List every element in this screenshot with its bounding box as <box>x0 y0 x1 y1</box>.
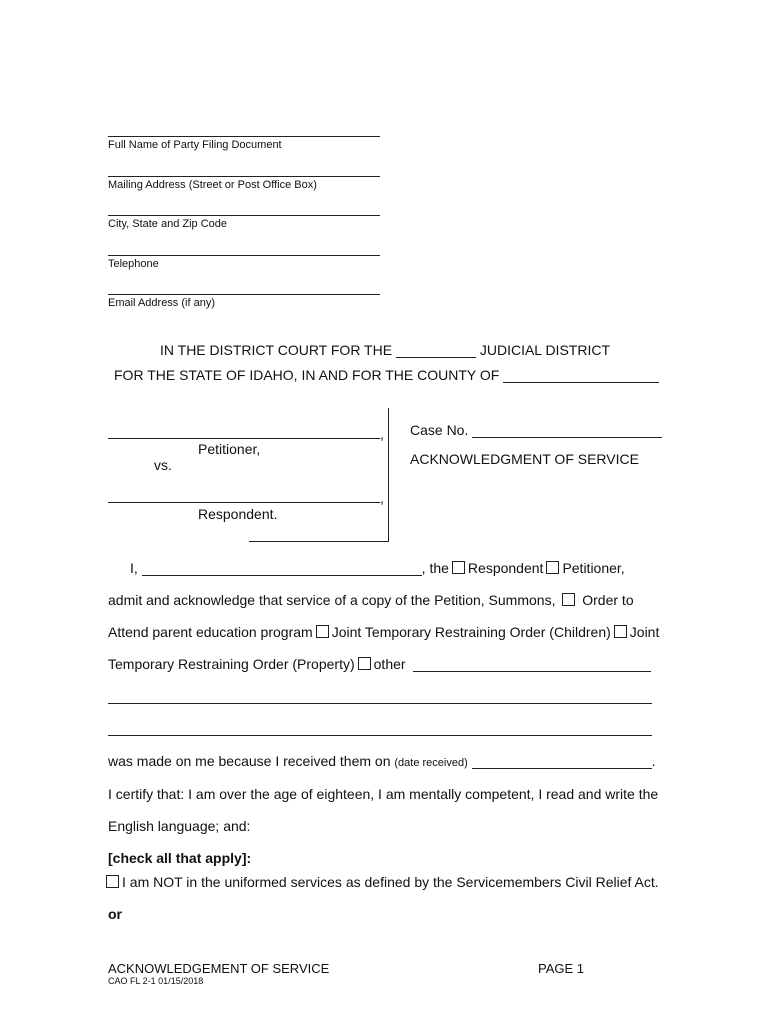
joint-label: Joint <box>629 624 660 640</box>
respondent-comma: , <box>380 490 384 506</box>
certify-line-2: English language; and: <box>108 818 251 834</box>
city-state-zip-label: City, State and Zip Code <box>108 218 228 230</box>
case-number-field[interactable] <box>472 423 662 438</box>
order-to-label: Order to <box>582 592 634 608</box>
body-line-2 <box>108 592 634 608</box>
admit-text: admit and acknowledge that service of a copy of the Petition, Summons, <box>108 592 556 608</box>
caption-bracket-vertical <box>388 408 389 541</box>
other-checkbox[interactable] <box>358 657 371 670</box>
court-header-line2-prefix: FOR THE STATE OF IDAHO, IN AND FOR THE COUNTY OF <box>114 367 500 383</box>
received-period: . <box>651 753 656 769</box>
not-uniformed-row <box>106 874 659 890</box>
petitioner-option-label: Petitioner, <box>562 560 625 576</box>
document-title: ACKNOWLEDGMENT OF SERVICE <box>410 451 639 467</box>
telephone-field-line[interactable] <box>108 255 380 256</box>
received-row <box>108 753 656 769</box>
respondent-label: Respondent. <box>198 506 278 522</box>
county-field[interactable] <box>503 368 659 383</box>
judicial-district-field[interactable] <box>396 343 476 358</box>
footer-title: ACKNOWLEDGEMENT OF SERVICE <box>108 961 330 976</box>
court-header-line2 <box>114 367 659 383</box>
telephone-label: Telephone <box>108 258 159 270</box>
email-field-line[interactable] <box>108 294 380 295</box>
order-to-checkbox[interactable] <box>562 593 575 606</box>
footer-page-number: PAGE 1 <box>538 961 585 976</box>
court-header-line1 <box>160 342 610 358</box>
received-text: was made on me because I received them on <box>108 753 391 769</box>
vs-label: vs. <box>154 457 172 473</box>
city-state-zip-field-line[interactable] <box>108 215 380 216</box>
email-label: Email Address (if any) <box>108 297 215 309</box>
full-name-field-line[interactable] <box>108 136 380 137</box>
check-all-heading: [check all that apply]: <box>108 850 252 866</box>
other-label: other <box>373 656 406 672</box>
date-received-hint: (date received) <box>394 757 468 769</box>
mailing-address-label: Mailing Address (Street or Post Office Box) <box>108 179 317 191</box>
jtro-children-checkbox[interactable] <box>316 625 329 638</box>
jtro-property-checkbox[interactable] <box>614 625 627 638</box>
petitioner-comma: , <box>380 426 384 442</box>
signer-name-field[interactable] <box>142 561 422 576</box>
other-continuation-line-2[interactable] <box>108 735 652 736</box>
date-received-field[interactable] <box>472 754 652 769</box>
or-label: or <box>108 906 122 922</box>
other-continuation-line-1[interactable] <box>108 703 652 704</box>
body-line-3 <box>108 624 659 640</box>
not-uniformed-label: I am NOT in the uniformed services as defined by the Servicemembers Civil Relief Act. <box>122 874 659 890</box>
parent-education-text: Attend parent education program <box>108 624 313 640</box>
certify-line-1: I certify that: I am over the age of eighteen, I am mentally competent, I read and write the <box>108 786 659 802</box>
not-uniformed-checkbox[interactable] <box>106 875 119 888</box>
court-header-line1-prefix: IN THE DISTRICT COURT FOR THE <box>160 342 393 358</box>
other-field[interactable] <box>413 657 651 672</box>
case-number-label: Case No. <box>410 422 469 438</box>
petitioner-label: Petitioner, <box>198 441 261 457</box>
respondent-checkbox[interactable] <box>452 561 465 574</box>
the-label: , the <box>421 560 449 576</box>
jtro-children-label: Joint Temporary Restraining Order (Children) <box>331 624 611 640</box>
petitioner-checkbox[interactable] <box>546 561 559 574</box>
caption-bracket-bottom <box>249 541 389 542</box>
jtro-property-text: Temporary Restraining Order (Property) <box>108 656 355 672</box>
respondent-name-line[interactable] <box>108 502 380 503</box>
case-number-row <box>410 422 662 438</box>
mailing-address-field-line[interactable] <box>108 176 380 177</box>
court-header-line1-suffix: JUDICIAL DISTRICT <box>479 342 610 358</box>
footer-form-code: CAO FL 2-1 01/15/2018 <box>108 976 204 986</box>
i-label: I, <box>130 560 138 576</box>
body-line-1 <box>130 560 625 576</box>
respondent-option-label: Respondent <box>467 560 544 576</box>
full-name-label: Full Name of Party Filing Document <box>108 139 282 151</box>
petitioner-name-line[interactable] <box>108 438 380 439</box>
body-line-4 <box>108 656 651 672</box>
